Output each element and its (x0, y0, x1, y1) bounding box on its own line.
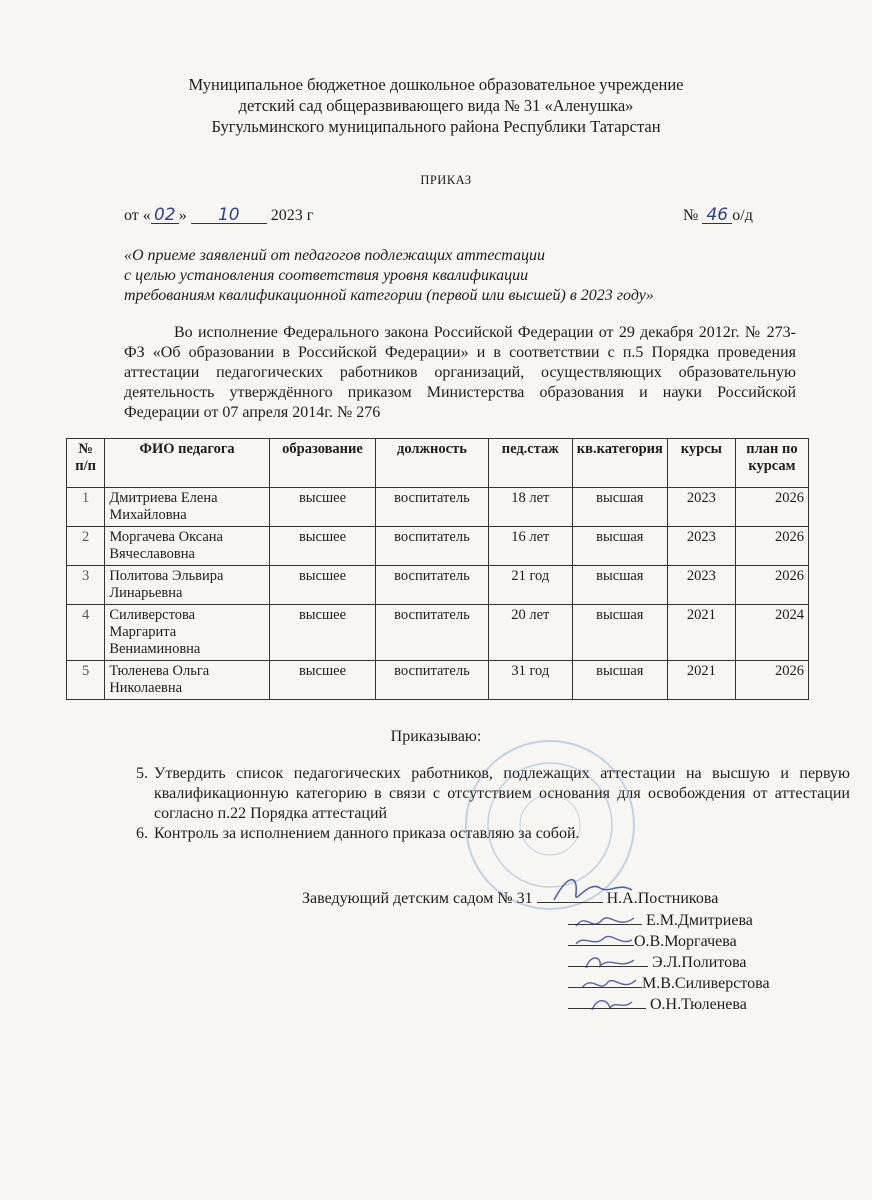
cell-category: высшая (572, 527, 667, 566)
cell-name: Дмитриева Елена Михайловна (105, 488, 270, 527)
cell-position: воспитатель (376, 661, 489, 700)
cell-education: высшее (269, 605, 375, 661)
cell-experience: 20 лет (488, 605, 572, 661)
cell-name: Тюленева Ольга Николаевна (105, 661, 270, 700)
staff-table (66, 438, 809, 700)
cell-num: 2 (67, 527, 105, 566)
cell-education: высшее (269, 661, 375, 700)
cell-courses: 2023 (667, 527, 735, 566)
signer-name: Е.М.Дмитриева (646, 912, 753, 929)
cell-courses: 2023 (667, 566, 735, 605)
signer-name: О.В.Моргачева (634, 933, 737, 950)
cell-category: высшая (572, 661, 667, 700)
document-type: ПРИКАЗ (420, 173, 472, 187)
cell-category: высшая (572, 488, 667, 527)
date-year: 2023 г (270, 207, 314, 224)
list-item: 5. Утвердить список педагогических работников, подлежащих аттестации на высшую и первую квалификационную категорию в связи с отсутствием основания для освобождения от аттестации согласно п.22 Порядка аттестаций (152, 764, 850, 824)
cell-experience: 21 год (488, 566, 572, 605)
cell-education: высшее (269, 488, 375, 527)
cell-plan: 2026 (735, 566, 808, 605)
col-header-plan: план по курсам (735, 439, 808, 488)
list-item: 6. Контроль за исполнением данного приказа оставляю за собой. (152, 824, 850, 844)
director-title: Заведующий детским садом № 31 (302, 890, 533, 907)
order-number (683, 207, 753, 225)
header-line-2: детский сад общеразвивающего вида № 31 «Аленушка» (238, 96, 634, 115)
signer-name: М.В.Силиверстова (642, 975, 770, 992)
col-header-education: образование (269, 439, 375, 488)
order-subject (124, 246, 654, 306)
number-suffix: о/д (732, 207, 753, 224)
cell-education: высшее (269, 566, 375, 605)
col-header-category: кв.категория (572, 439, 667, 488)
header-line-1: Муниципальное бюджетное дошкольное образовательное учреждение (188, 75, 684, 94)
cell-num: 4 (67, 605, 105, 661)
table-row (67, 527, 809, 566)
cell-courses: 2021 (667, 605, 735, 661)
cell-name: Силиверстова Маргарита Вениаминовна (105, 605, 270, 661)
signer-signature (580, 950, 640, 974)
cell-name: Моргачева Оксана Вячеславовна (105, 527, 270, 566)
subject-line-3: требованиям квалификационной категории (первой или высшей) в 2023 году» (124, 287, 654, 304)
col-header-num: № п/п (67, 439, 105, 488)
subject-line-2: с целью установления соответствия уровня квалификации (124, 267, 529, 284)
table-header-row (67, 439, 809, 488)
director-name: Н.А.Постникова (606, 890, 719, 907)
col-header-fio: ФИО педагога (105, 439, 270, 488)
header-line-3: Бугульминского муниципального района Республики Татарстан (211, 117, 661, 136)
preamble-paragraph (124, 323, 796, 423)
order-date (124, 207, 313, 225)
director-signature-line (302, 888, 718, 908)
signer-name: О.Н.Тюленева (650, 996, 747, 1013)
cell-education: высшее (269, 527, 375, 566)
signer-signature (572, 928, 638, 952)
cell-plan: 2026 (735, 661, 808, 700)
organization-header (0, 74, 872, 137)
cell-plan: 2026 (735, 527, 808, 566)
table-row (67, 488, 809, 527)
signer-name: Э.Л.Политова (652, 954, 747, 971)
cell-num: 1 (67, 488, 105, 527)
cell-plan: 2024 (735, 605, 808, 661)
date-month: 10 (191, 207, 267, 224)
cell-position: воспитатель (376, 605, 489, 661)
cell-category: высшая (572, 605, 667, 661)
signer-signature (586, 992, 636, 1016)
date-prefix: от « (124, 207, 151, 224)
date-day: 02 (151, 207, 179, 224)
cell-courses: 2023 (667, 488, 735, 527)
cell-position: воспитатель (376, 527, 489, 566)
table-row (67, 661, 809, 700)
director-signature (548, 870, 638, 910)
table-row (67, 605, 809, 661)
date-mid: » (178, 207, 187, 224)
cell-num: 3 (67, 566, 105, 605)
cell-experience: 31 год (488, 661, 572, 700)
cell-plan: 2026 (735, 488, 808, 527)
cell-position: воспитатель (376, 566, 489, 605)
preamble-text: Во исполнение Федерального закона Российской Федерации от 29 декабря 2012г. № 273-ФЗ «Об образовании в Российской Федерации» и в соответствии с п.5 Порядка проведения аттестации педагогических работников организаций, осуществляющих образовательную деятельность утверждённого приказом Министерства образования и науки Российской Федерации от 07 апреля 2014г. № 276 (124, 324, 796, 421)
cell-name: Политова Эльвира Линарьевна (105, 566, 270, 605)
subject-line-1: «О приеме заявлений от педагогов подлежащих аттестации (124, 247, 546, 264)
cell-experience: 16 лет (488, 527, 572, 566)
cell-experience: 18 лет (488, 488, 572, 527)
col-header-experience: пед.стаж (488, 439, 572, 488)
number-prefix: № (683, 207, 699, 224)
table-row (67, 566, 809, 605)
cell-courses: 2021 (667, 661, 735, 700)
cell-category: высшая (572, 566, 667, 605)
cell-position: воспитатель (376, 488, 489, 527)
col-header-position: должность (376, 439, 489, 488)
col-header-courses: курсы (667, 439, 735, 488)
cell-num: 5 (67, 661, 105, 700)
orders-title: Приказываю: (390, 728, 482, 745)
number-value: 46 (702, 207, 732, 224)
